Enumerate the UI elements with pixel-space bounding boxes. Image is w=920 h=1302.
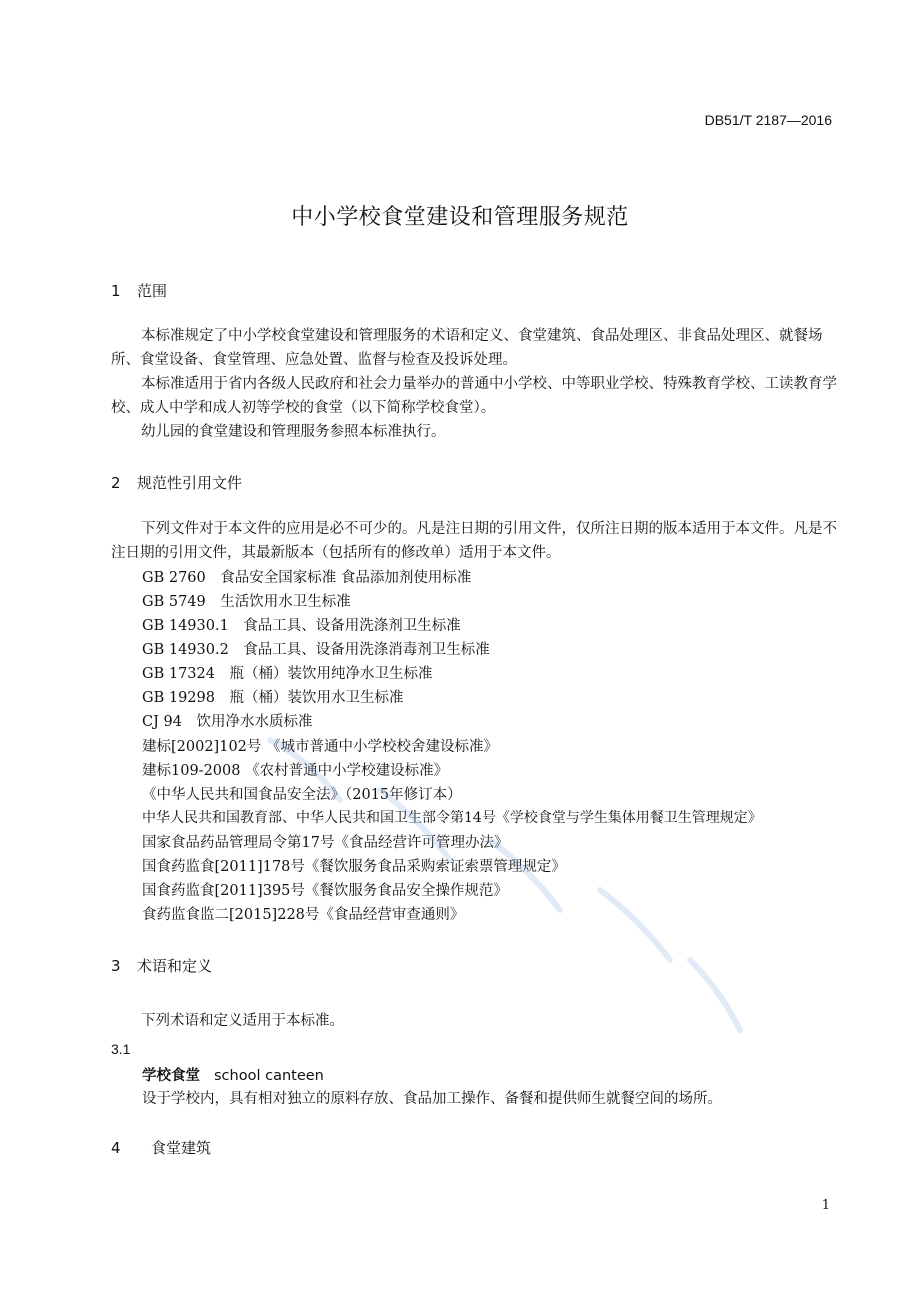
term-name-en: school canteen — [214, 1068, 324, 1084]
section-title: 规范性引用文件 — [137, 474, 243, 492]
reference-item: GB 14930.1 食品工具、设备用洗涤剂卫生标准 — [142, 618, 461, 634]
references-intro: 下列文件对于本文件的应用是必不可少的。凡是注日期的引用文件，仅所注日期的版本适用于本文件。凡是不注日期的引用文件，其最新版本（包括所有的修改单）适用于本文件。 — [111, 521, 837, 561]
standard-number: DB51/T 2187—2016 — [704, 112, 832, 128]
terms-intro: 下列术语和定义适用于本标准。 — [141, 1013, 344, 1029]
section-number: 4 — [111, 1139, 121, 1157]
term-number: 3.1 — [111, 1041, 131, 1057]
section-2-heading — [111, 472, 242, 493]
reference-item: 食药监食监二[2015]228号《食品经营审查通则》 — [142, 907, 465, 923]
page-number: 1 — [821, 1198, 830, 1213]
watermark-graphic — [250, 700, 770, 1080]
section-title: 术语和定义 — [137, 957, 213, 975]
reference-item: 国食药监食[2011]395号《餐饮服务食品安全操作规范》 — [142, 883, 508, 899]
section-title: 食堂建筑 — [151, 1139, 212, 1157]
reference-item: 国家食品药品管理局令第17号《食品经营许可管理办法》 — [142, 835, 509, 851]
reference-item: GB 2760 食品安全国家标准 食品添加剂使用标准 — [142, 570, 472, 586]
document-title: 中小学校食堂建设和管理服务规范 — [291, 205, 629, 230]
term-name-zh: 学校食堂 — [142, 1068, 200, 1084]
reference-item: 中华人民共和国教育部、中华人民共和国卫生部令第14号《学校食堂与学生集体用餐卫生管理规定》 — [142, 810, 762, 826]
section-number: 1 — [111, 282, 121, 300]
scope-paragraph-1: 本标准规定了中小学校食堂建设和管理服务的术语和定义、食堂建筑、食品处理区、非食品处理区、就餐场所、食堂设备、食堂管理、应急处置、监督与检查及投诉处理。 — [111, 328, 823, 368]
section-1-heading — [111, 280, 167, 301]
reference-item: 建标[2002]102号 《城市普通中小学校校舍建设标准》 — [142, 739, 498, 755]
reference-item: GB 5749 生活饮用水卫生标准 — [142, 594, 351, 610]
scope-paragraph-3: 幼儿园的食堂建设和管理服务参照本标准执行。 — [141, 424, 446, 440]
reference-item: 《中华人民共和国食品安全法》（2015年修订本） — [142, 787, 462, 803]
section-number: 2 — [111, 474, 121, 492]
reference-item: CJ 94 饮用净水水质标准 — [142, 714, 313, 730]
section-3-heading — [111, 955, 212, 976]
scope-paragraph-2: 本标准适用于省内各级人民政府和社会力量举办的普通中小学校、中等职业学校、特殊教育学校、工读教育学校、成人中学和成人初等学校的食堂（以下简称学校食堂）。 — [111, 376, 837, 416]
reference-item: GB 17324 瓶（桶）装饮用纯净水卫生标准 — [142, 666, 433, 682]
term-definition: 设于学校内，具有相对独立的原料存放、食品加工操作、备餐和提供师生就餐空间的场所。 — [142, 1091, 722, 1107]
section-number: 3 — [111, 957, 121, 975]
section-4-heading — [111, 1137, 211, 1158]
reference-item: 国食药监食[2011]178号《餐饮服务食品采购索证索票管理规定》 — [142, 859, 566, 875]
reference-item: GB 14930.2 食品工具、设备用洗涤消毒剂卫生标准 — [142, 642, 490, 658]
reference-item: GB 19298 瓶（桶）装饮用水卫生标准 — [142, 690, 404, 706]
section-title: 范围 — [137, 282, 168, 300]
reference-item: 建标109-2008 《农村普通中小学校建设标准》 — [142, 763, 449, 779]
